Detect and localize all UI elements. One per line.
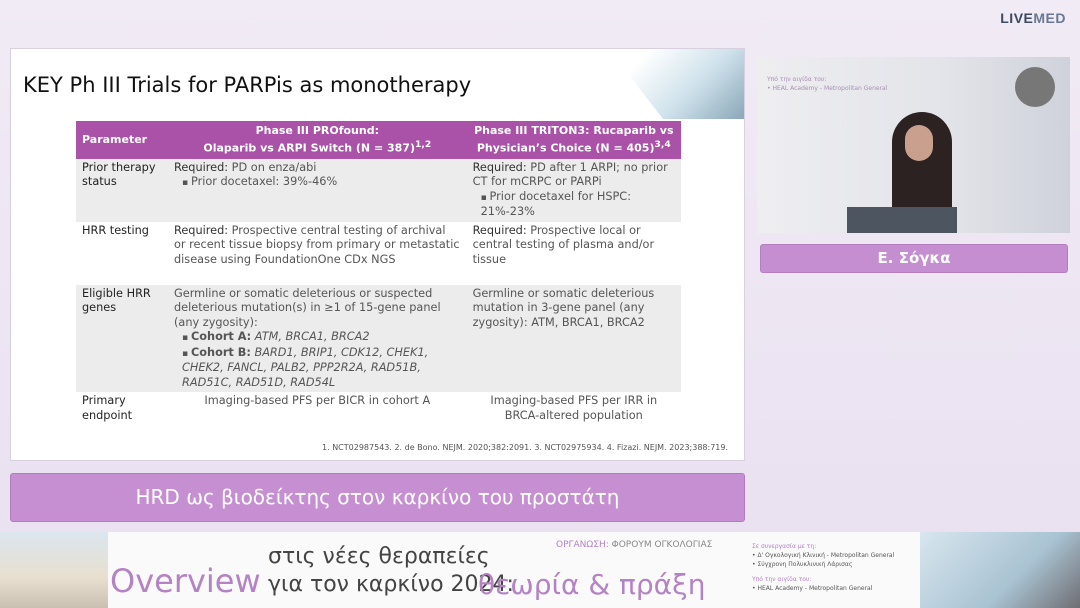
required-label: Required: — [472, 223, 527, 237]
cell — [467, 159, 681, 222]
cell: Imaging-based PFS per BICR in cohort A — [204, 394, 431, 408]
talk-title-bar: HRD ως βιοδείκτης στον καρκίνο του προστάτη — [10, 473, 745, 522]
row-label: Eligible HRR genes — [76, 285, 168, 393]
molecule-decoration — [1015, 67, 1055, 107]
aegis-item: • HEAL Academy - Metropolitan General — [752, 585, 873, 592]
required-label: Required: — [174, 223, 229, 237]
required-label: Required: — [472, 160, 527, 174]
references: 1. NCT02987543. 2. de Bono. NEJM. 2020;382:2091. 3. NCT02975934. 4. Fizazi. NEJM. 2023;388:719. — [322, 443, 728, 452]
cohort-label: Cohort B: — [190, 345, 251, 359]
required-label: Required: — [174, 160, 229, 174]
cell-text: Prospective local or central testing of plasma and/or tissue — [472, 223, 655, 266]
banner-overview: Overview — [110, 562, 261, 600]
livemed-logo — [1000, 10, 1066, 26]
bullet — [182, 346, 461, 391]
slide-decoration-image — [609, 49, 744, 119]
banner-image-left — [0, 532, 108, 608]
row-label: Prior therapy status — [76, 159, 168, 222]
trials-table — [76, 121, 681, 429]
collab-item: • Δ' Ογκολογική Κλινική - Metropolitan General — [752, 552, 895, 559]
table-header — [76, 121, 681, 159]
banner-image-right — [920, 532, 1080, 608]
header-parameter: Parameter — [76, 121, 168, 159]
bullet: ▪ Prior docetaxel for HSPC: 21%-23% — [481, 190, 675, 220]
cell: Germline or somatic deleterious mutation in 3-gene panel (any zygosity): ATM, BRCA1, BRCA2 — [467, 285, 681, 393]
aegis-heading: Υπό την αιγίδα του: — [752, 576, 812, 583]
header-text: Physician’s Choice (N = 405) — [476, 141, 655, 155]
cell-text: Germline or somatic deleterious or suspected deleterious mutation(s) in ≥1 of 15-gene panel (any zygosity): — [174, 286, 441, 329]
header-profound — [168, 121, 467, 159]
backdrop-line: Υπό την αιγίδα του: — [767, 76, 827, 83]
speaker-video — [757, 57, 1070, 233]
header-text: Phase III PROfound: — [255, 124, 379, 137]
organizer — [556, 540, 712, 550]
gene-list: BARD1, BRIP1, CDK12, CHEK1, CHEK2, FANCL, PALB2, PPP2R2A, RAD51B, RAD51C, RAD51D, RAD54L — [182, 345, 429, 389]
cell — [168, 222, 467, 285]
table-row — [76, 159, 681, 222]
video-backdrop-text — [767, 75, 887, 93]
header-text: Olaparib vs ARPI Switch (N = 387) — [203, 141, 415, 155]
table-row — [76, 285, 681, 393]
event-banner — [0, 532, 1080, 608]
header-sup: 3,4 — [654, 139, 671, 150]
header-triton3 — [467, 121, 681, 159]
bullet: ▪ Prior docetaxel: 39%-46% — [182, 175, 461, 191]
speaker-face — [905, 125, 933, 161]
speaker-name: Ε. Σόγκα — [760, 244, 1068, 273]
banner-line3: θεωρία & πράξη — [478, 568, 706, 601]
org-label: ΟΡΓΑΝΩΣΗ: — [556, 540, 609, 550]
presentation-slide — [10, 48, 745, 461]
bullet — [182, 330, 461, 346]
cell — [467, 222, 681, 285]
logo-text: LIVE — [1000, 10, 1034, 26]
cell-text: PD on enza/abi — [228, 160, 317, 174]
collab-heading: Σε συνεργασία με τη: — [752, 543, 817, 550]
header-sup: 1,2 — [415, 139, 432, 150]
row-label: HRR testing — [82, 223, 149, 237]
collab-item: • Σύγχρονη Πολυκλινική Λάρισας — [752, 561, 853, 568]
gene-list: ATM, BRCA1, BRCA2 — [251, 330, 370, 344]
cell — [168, 285, 467, 393]
row-label: Primary endpoint — [82, 394, 133, 422]
table-row — [76, 392, 681, 429]
table-row — [76, 222, 681, 285]
org-name: ΦΟΡΟΥΜ ΟΓΚΟΛΟΓΙΑΣ — [608, 540, 713, 550]
banner-line2: για τον καρκίνο 2024: — [268, 572, 514, 597]
lectern — [847, 207, 957, 233]
header-text: Phase III TRITON3: Rucaparib vs — [474, 124, 674, 137]
logo-text-b: MED — [1033, 10, 1066, 26]
cell-text: Prospective central testing of archival or recent tissue biopsy from primary or metastatic disease using FoundationOne CDx NGS — [174, 223, 460, 266]
cohort-label: Cohort A: — [190, 330, 252, 344]
backdrop-line: • HEAL Academy - Metropolitan General — [767, 85, 888, 92]
slide-title: KEY Ph III Trials for PARPis as monotherapy — [23, 73, 472, 97]
banner-line1: στις νέες θεραπείες — [268, 544, 490, 569]
cell-text: PD after 1 ARPI; no prior CT for mCRPC or PARPi — [472, 160, 668, 189]
cell — [168, 159, 467, 222]
collaborators — [752, 542, 894, 593]
cell: Imaging-based PFS per IRR in BRCA-altered population — [490, 394, 658, 422]
